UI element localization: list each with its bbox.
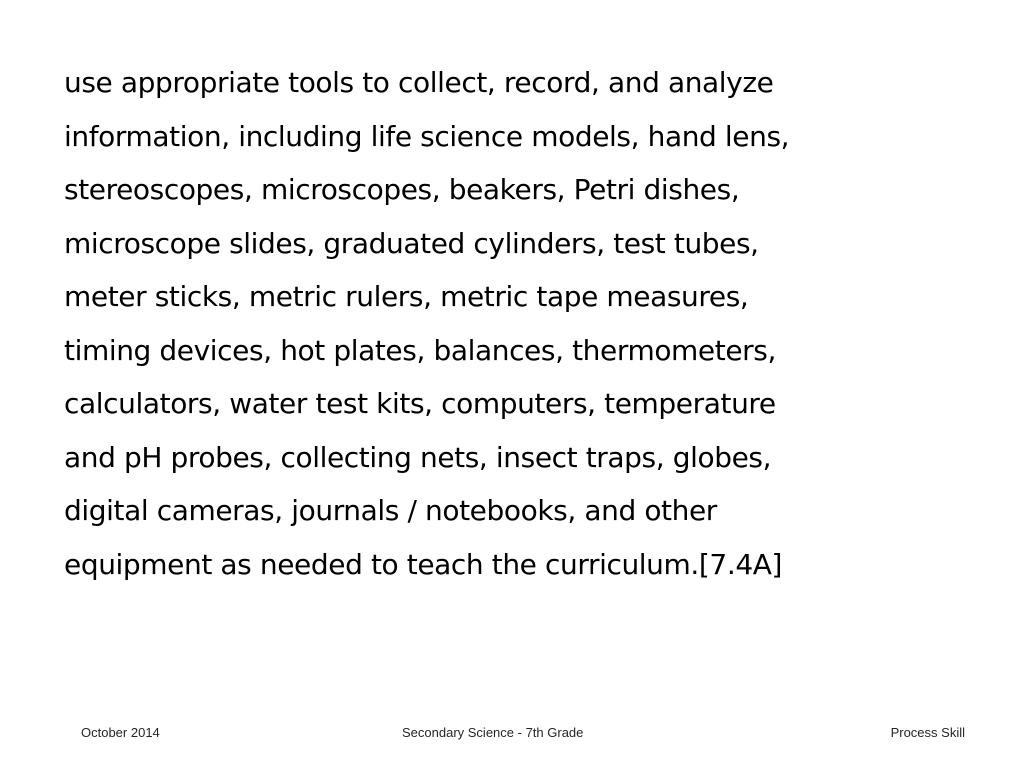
body-line-1: use appropriate tools to collect, record, and analyze	[64, 66, 774, 99]
body-line-2: information, including life science models, hand lens,	[64, 119, 790, 153]
footer-date: October 2014	[81, 725, 160, 740]
footer-section: Process Skill	[890, 725, 965, 740]
body-line-6: timing devices, hot plates, balances, thermometers,	[64, 333, 776, 367]
body-line-7: calculators, water test kits, computers, temperature	[64, 387, 776, 420]
body-line-10: equipment as needed to teach the curriculum.[7.4A]	[64, 547, 783, 581]
body-line-4: microscope slides, graduated cylinders, test tubes,	[64, 226, 759, 260]
body-line-5: meter sticks, metric rulers, metric tape measures,	[64, 280, 749, 313]
footer-course: Secondary Science - 7th Grade	[402, 725, 584, 740]
body-line-9: digital cameras, journals / notebooks, and other	[64, 494, 717, 527]
slide-body-text	[64, 56, 964, 591]
body-line-3: stereoscopes, microscopes, beakers, Petri dishes,	[64, 173, 740, 206]
body-line-8: and pH probes, collecting nets, insect traps, globes,	[64, 440, 772, 474]
